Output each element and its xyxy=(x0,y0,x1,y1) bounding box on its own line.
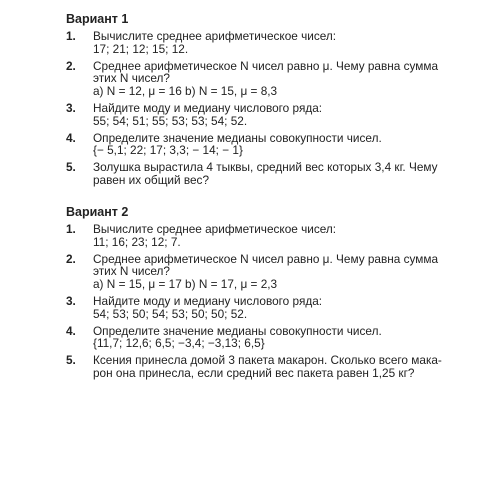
task-text-line: Найдите моду и медиану числового ряда: xyxy=(93,100,323,115)
task-number: 1. xyxy=(66,222,76,236)
variant-1-task-5 xyxy=(66,161,476,186)
variant-2-task-1 xyxy=(66,223,476,248)
task-text-line: Определите значение медианы совокупности чисел. xyxy=(93,323,382,338)
variant-1-task-3 xyxy=(66,102,476,127)
task-number: 1. xyxy=(66,29,76,43)
variant-1-title: Вариант 1 xyxy=(66,12,129,26)
variant-2-task-5 xyxy=(66,354,476,379)
task-number: 3. xyxy=(66,293,76,308)
task-number: 2. xyxy=(66,58,76,73)
task-text-line: равен их общий вес? xyxy=(93,172,210,187)
task-text-line: Ксения принесла домой 3 пакета макарон. Сколько всего мака- xyxy=(93,353,442,368)
task-text-line: а) N = 12, μ = 16 b) N = 15, μ = 8,3 xyxy=(93,83,278,98)
variant-2-task-3 xyxy=(66,295,476,320)
task-text-line: Среднее арифметическое N чисел равно μ. Чему равна сумма xyxy=(93,251,439,266)
task-text-line: 11; 16; 23; 12; 7. xyxy=(93,234,181,249)
task-text-line: Найдите моду и медиану числового ряда: xyxy=(93,293,323,308)
task-text-line: {11,7; 12,6; 6,5; −3,4; −3,13; 6,5} xyxy=(93,336,265,351)
task-number: 5. xyxy=(66,160,76,175)
task-text-line: Золушка вырастила 4 тыквы, средний вес которых 3,4 кг. Чему xyxy=(93,160,438,175)
variant-2 xyxy=(66,205,476,384)
variant-1 xyxy=(66,12,476,191)
variant-2-title: Вариант 2 xyxy=(66,205,129,219)
task-text-line: а) N = 15, μ = 17 b) N = 17, μ = 2,3 xyxy=(93,276,278,291)
task-text-line: Вычислите среднее арифметическое чисел: xyxy=(93,222,337,236)
task-text-line: 55; 54; 51; 55; 53; 53; 54; 52. xyxy=(93,113,248,128)
task-text-line: Среднее арифметическое N чисел равно μ. Чему равна сумма xyxy=(93,58,439,73)
task-text-line: Вычислите среднее арифметическое чисел: xyxy=(93,29,337,43)
variant-1-task-2 xyxy=(66,60,476,98)
task-number: 3. xyxy=(66,100,76,115)
variant-2-task-4 xyxy=(66,325,476,350)
task-text-line: Определите значение медианы совокупности чисел. xyxy=(93,130,382,145)
task-number: 2. xyxy=(66,251,76,266)
task-text-line: этих N чисел? xyxy=(93,264,170,279)
task-number: 5. xyxy=(66,353,76,368)
task-text-line: рон она принесла, если средний вес пакета равен 1,25 кг? xyxy=(93,365,415,380)
task-text-line: 17; 21; 12; 15; 12. xyxy=(93,41,189,56)
task-number: 4. xyxy=(66,323,76,338)
task-number: 4. xyxy=(66,130,76,145)
task-text-line: этих N чисел? xyxy=(93,71,170,86)
variant-1-task-4 xyxy=(66,132,476,157)
task-text-line: {− 5,1; 22; 17; 3,3; − 14; − 1} xyxy=(93,143,243,158)
variant-2-task-2 xyxy=(66,253,476,291)
variant-1-task-1 xyxy=(66,30,476,55)
task-text-line: 54; 53; 50; 54; 53; 50; 50; 52. xyxy=(93,306,248,321)
